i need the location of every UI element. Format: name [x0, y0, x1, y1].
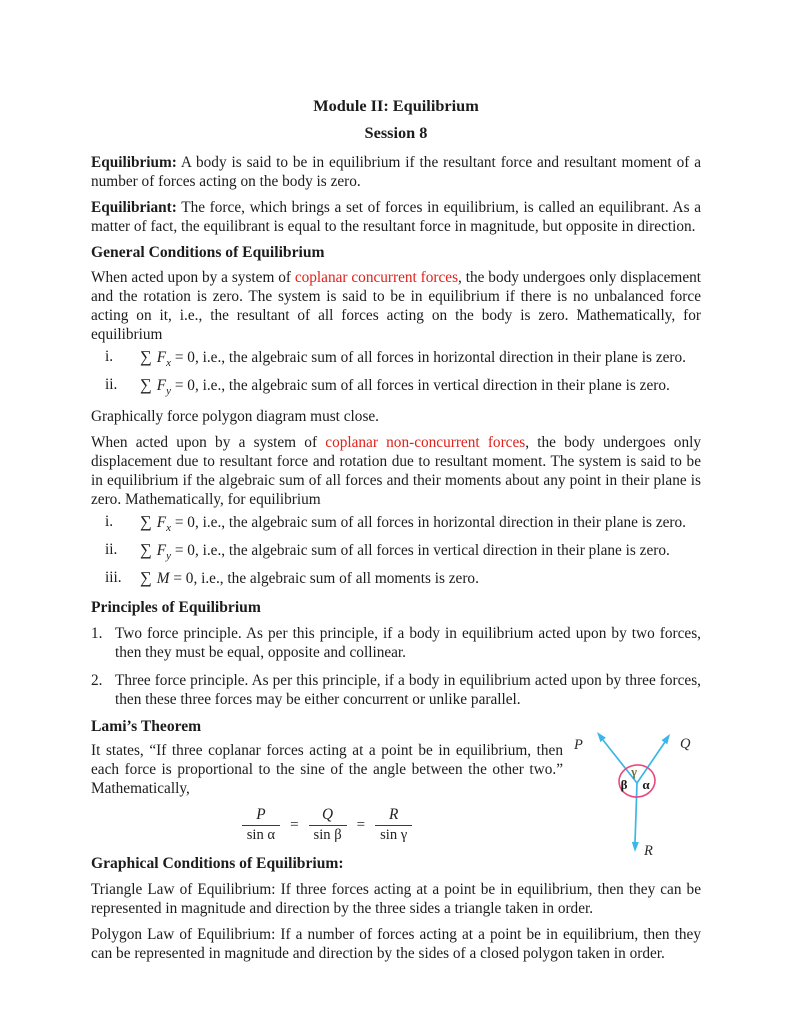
heading-graphical-conditions: Graphical Conditions of Equilibrium: [91, 855, 344, 873]
paragraph-text: When acted upon by a system of [91, 269, 295, 286]
equation-text: = 0, i.e., the algebraic sum of all forces in horizontal direction in their plane is zero. [171, 349, 686, 366]
equation-text: = 0, i.e., the algebraic sum of all moments is zero. [169, 570, 479, 588]
force-subscript: x [166, 357, 172, 370]
force-variable: F [156, 514, 167, 532]
list-item [91, 540, 701, 566]
force-variable: F [156, 349, 167, 366]
principle-item-three-force [91, 671, 701, 709]
equation-text: = 0, i.e., the algebraic sum of all forces in vertical direction in their plane is zero. [171, 377, 670, 395]
numerator: Q [322, 805, 334, 823]
sigma-symbol: ∑ [140, 568, 152, 588]
angle-label-beta: β [620, 777, 628, 793]
force-line-r [635, 783, 637, 843]
paragraph-text: , the body undergoes only displacement and the rotation is zero. The system is said to be in equilibrium if there is no unbalanced force acting on it, i.e., the resultant of all forces acting on the body is zero. Mathematically, for equilibrium [91, 269, 702, 343]
list-marker: 1. [91, 625, 103, 643]
force-subscript: x [166, 522, 172, 535]
list-marker: ii. [105, 541, 118, 559]
heading-lami-theorem: Lami’s Theorem [91, 718, 202, 736]
arrowhead-r-icon [632, 842, 639, 852]
paragraph-text: When acted upon by a system of [91, 434, 326, 452]
sigma-symbol: ∑ [140, 512, 152, 532]
concurrent-forces-paragraph [91, 268, 701, 344]
principle-text: Two force principle. As per this principle, if a body in equilibrium acted upon by two forces, then they must be equal, opposite and collinear. [115, 625, 701, 662]
list-marker: ii. [105, 376, 118, 394]
force-label-p: P [574, 737, 583, 754]
list-item [91, 512, 701, 538]
sigma-symbol: ∑ [140, 540, 152, 560]
list-marker: 2. [91, 672, 103, 690]
heading-general-conditions: General Conditions of Equilibrium [91, 244, 325, 261]
equals-sign: = [356, 816, 366, 833]
sigma-symbol: ∑ [140, 347, 152, 366]
term-equilibrium: Equilibrium: [91, 154, 177, 171]
numerator: P [256, 805, 266, 823]
triangle-law-paragraph: Triangle Law of Equilibrium: If three forces acting at a point be in equilibrium, then they can be represented in magnitude and direction by the three sides a triangle taken in order. [91, 881, 701, 918]
highlight-coplanar-non-concurrent-forces: coplanar non-concurrent forces [325, 434, 526, 452]
denominator: sin γ [375, 825, 412, 845]
list-marker: i. [105, 513, 114, 531]
moment-variable: M [156, 570, 170, 588]
force-label-q: Q [680, 736, 691, 753]
equilibriant-definition-text: The force, which brings a set of forces in equilibrium, is called an equilibrant. As a matter of fact, the equilibrant is equal to the resultant force in magnitude, but opposite in direction. [91, 199, 701, 235]
arrowhead-q-icon [662, 734, 671, 744]
sigma-symbol: ∑ [140, 375, 152, 395]
denominator: sin α [242, 825, 280, 845]
numerator: R [389, 805, 399, 823]
angle-label-gamma: γ [631, 765, 637, 780]
equilibrium-definition [91, 153, 701, 191]
list-item [91, 568, 701, 594]
angle-label-alpha: α [642, 777, 650, 793]
principle-text: Three force principle. As per this principle, if a body in equilibrium acted upon by three forces, then these three forces may be either concurrent or unlike parallel. [115, 672, 701, 709]
equals-sign: = [290, 816, 299, 833]
denominator: sin β [309, 825, 347, 845]
force-subscript: y [166, 550, 172, 563]
force-label-r: R [644, 843, 653, 860]
highlight-coplanar-concurrent-forces: coplanar concurrent forces [294, 269, 459, 286]
force-line-q [637, 742, 665, 783]
force-variable: F [156, 542, 167, 560]
polygon-law-paragraph: Polygon Law of Equilibrium: If a number of forces acting at a point be in equilibrium, then they can be represented in magnitude and direction by the sides of a closed polygon taken in order. [91, 926, 701, 963]
lami-theorem-statement: It states, “If three coplanar forces acting at a point be in equilibrium, then each force is proportional to the sine of the angle between the other two.” Mathematically, [91, 742, 563, 798]
three-forces-diagram [556, 721, 731, 871]
heading-principles: Principles of Equilibrium [91, 599, 261, 617]
equilibrium-equations-list [91, 512, 701, 594]
list-item [91, 375, 701, 401]
non-concurrent-forces-paragraph [91, 433, 701, 509]
term-equilibriant: Equilibriant: [91, 199, 177, 216]
equation-text: = 0, i.e., the algebraic sum of all forces in horizontal direction in their plane is zero. [171, 514, 686, 532]
equilibrium-equations-list [91, 347, 701, 401]
fraction-p [242, 806, 280, 845]
list-marker: iii. [105, 569, 122, 587]
lami-theorem-section [91, 717, 701, 860]
principle-item-two-force [91, 624, 701, 662]
list-marker: i. [105, 348, 114, 365]
page-title: Module II: Equilibrium [313, 96, 479, 115]
equation-text: = 0, i.e., the algebraic sum of all forces in vertical direction in their plane is zero. [171, 542, 670, 560]
session-heading: Session 8 [364, 123, 428, 142]
paragraph-text: , the body undergoes only displacement due to resultant force and rotation due to resultant moment. The system is said to be in equilibrium if the algebraic sum of all forces and their moments about any point in their plane is zero. Mathematically, for equilibrium [91, 434, 701, 509]
list-item [91, 347, 701, 373]
equilibriant-definition [91, 198, 701, 236]
graphical-note: Graphically force polygon diagram must close. [91, 408, 380, 426]
lami-formula [91, 802, 563, 848]
fraction-q [309, 806, 347, 845]
force-subscript: y [166, 385, 172, 398]
fraction-r [375, 806, 412, 845]
arrowhead-p-icon [597, 732, 606, 742]
force-variable: F [156, 377, 167, 395]
equilibrium-definition-text: A body is said to be in equilibrium if the resultant force and resultant moment of a number of forces acting on the body is zero. [91, 154, 701, 190]
